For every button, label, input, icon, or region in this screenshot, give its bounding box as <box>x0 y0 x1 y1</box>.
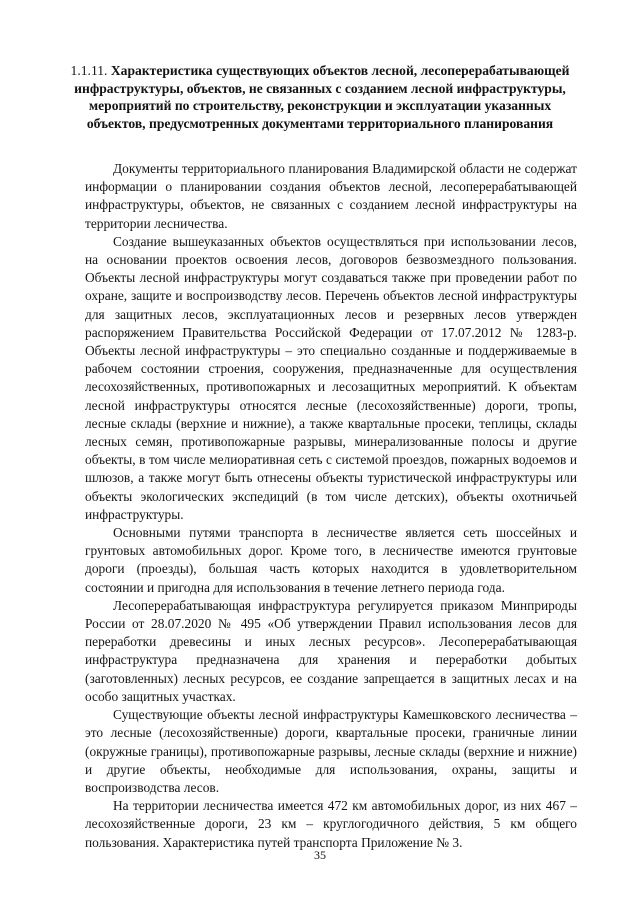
page-number: 35 <box>314 848 326 862</box>
paragraph-transport-routes: Основными путями транспорта в лесничестве является сеть шоссейных и грунтовых автомобильных дорог. Кроме того, в лесничестве имеются грунтовые дороги (проезды), большая часть которых находится в удовлетворительном состоянии и пригодна для использования в течение летнего периода года. <box>85 525 577 595</box>
document-body <box>85 160 577 852</box>
section-heading <box>60 62 580 132</box>
section-title: Характеристика существующих объектов лесной, лесоперерабатывающей инфраструктуры, объектов, не связанных с созданием лесной инфраструктуры, мероприятий по строительству, реконструкции и эксплуатации указанных объектов, предусмотренных документами территориального планирования <box>74 63 570 131</box>
paragraph-forest-infrastructure: Создание вышеуказанных объектов осуществляться при использовании лесов, на основании проектов освоения лесов, договоров безвозмездного пользования. Объекты лесной инфраструктуры могут создаваться также при проведении работ по охране, защите и воспроизводству лесов. Перечень объектов лесной инфраструктуры для защитных лесов, эксплуатационных лесов и резервных лесов утвержден распоряжением Правительства Российской Федерации от 17.07.2012 № 1283-р. Объекты лесной инфраструктуры – это специально созданные и поддерживаемые в рабочем состоянии строения, сооружения, предназначенные для осуществления лесохозяйственных, противопожарных и лесозащитных мероприятий. К объектам лесной инфраструктуры относятся лесные (лесохозяйственные) дороги, тропы, лесные склады (верхние и нижние), а также квартальные просеки, теплицы, склады лесных семян, противопожарные разрывы, минерализованные полосы и другие объекты, в том числе мелиоративная сеть с системой проездов, пожарных водоемов и шлюзов, а также могут быть отнесены объекты туристической инфраструктуры или объекты экологических экспедиций (в том числе детских), объекты охотничьей инфраструктуры. <box>85 233 577 522</box>
paragraph-roads: На территории лесничества имеется 472 км автомобильных дорог, из них 467 – лесохозяйственные дороги, 23 км – круглогодичного действия, 5 км общего пользования. Характеристика путей транспорта Приложение № 3. <box>85 798 577 850</box>
paragraph-processing-infrastructure: Лесоперерабатывающая инфраструктура регулируется приказом Минприроды России от 28.07.2020 № 495 «Об утверждении Правил использования лесов для переработки древесины и иных лесных ресурсов». Лесоперерабатывающая инфраструктура предназначена для хранения и переработки добытых (заготовленных) лесных ресурсов, ее создание запрещается в защитных лесах и на особо защитных участках. <box>85 597 577 704</box>
paragraph-existing-objects: Существующие объекты лесной инфраструктуры Камешковского лесничества – это лесные (лесохозяйственные) дороги, квартальные просеки, граничные линии (окружные границы), противопожарные разрывы, лесные склады (верхние и нижние) и другие объекты, необходимые для использования, охраны, защиты и воспроизводства лесов. <box>85 707 577 795</box>
paragraph-territorial-planning: Документы территориального планирования Владимирской области не содержат информации о планировании создания объектов лесной, лесоперерабатывающей инфраструктуры, объектов, не связанных с созданием лесной инфраструктуры на территории лесничества. <box>85 161 577 231</box>
section-number: 1.1.11. <box>70 63 108 78</box>
